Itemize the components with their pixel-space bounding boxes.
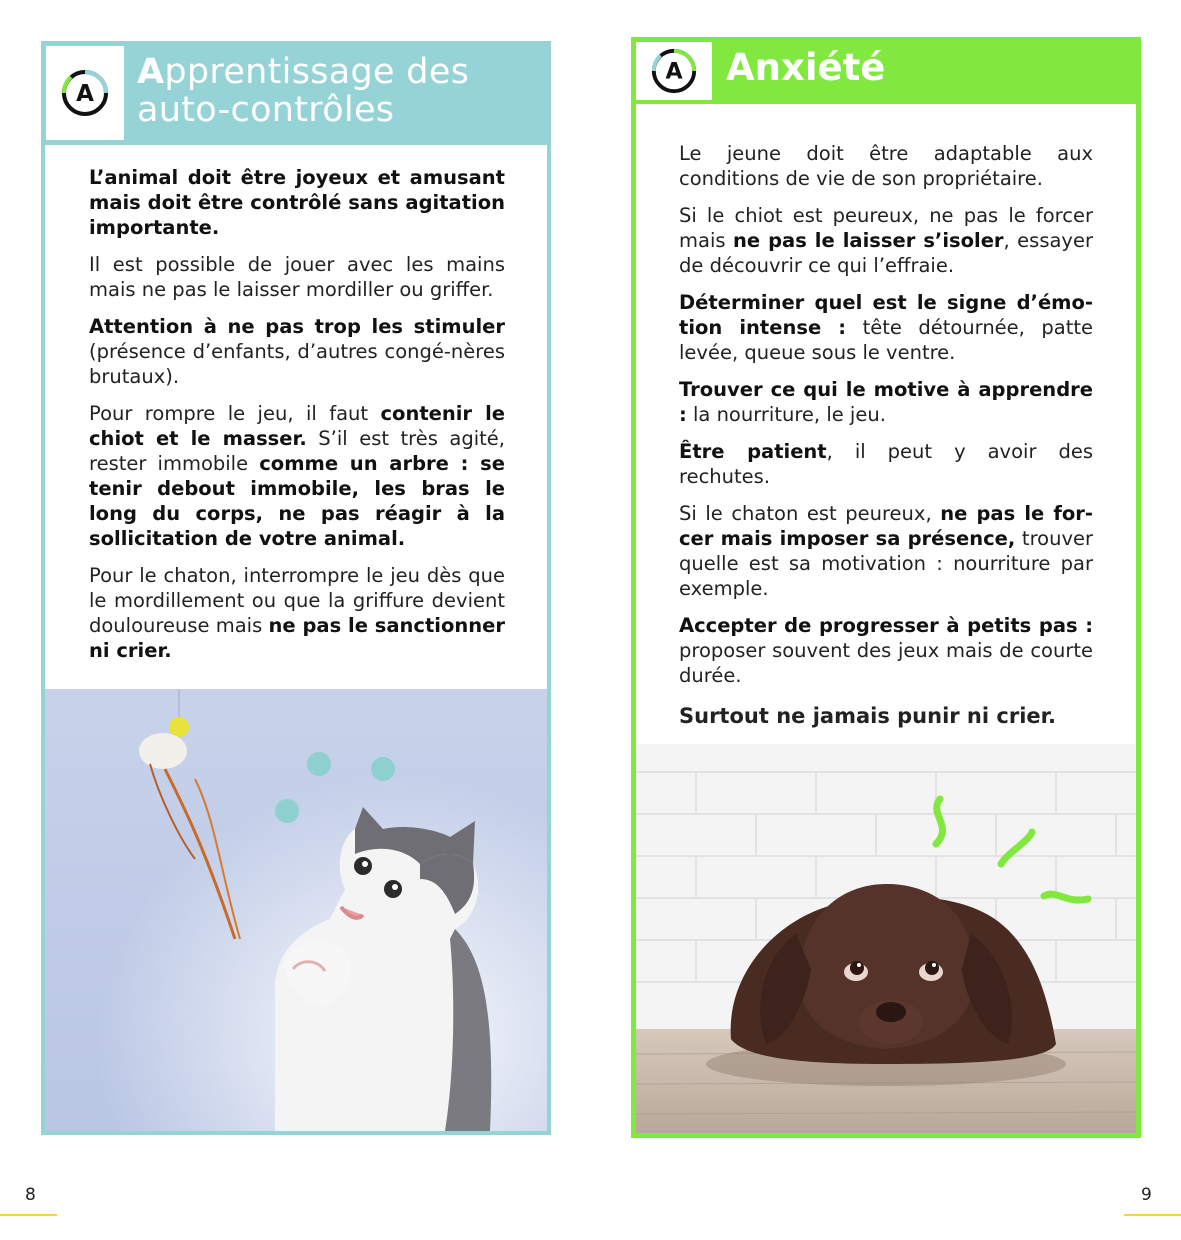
bold-text: Trouver ce qui le motive à apprendre : [679, 378, 1093, 426]
footer-rule-right [1124, 1214, 1181, 1216]
text-run: Si le chaton est peureux, [679, 502, 941, 525]
closing-statement: Surtout ne jamais punir ni crier. [679, 704, 1056, 728]
bold-text: comme un arbre : se tenir debout immobile, les bras le long du corps, ne pas réagir à la sollicitation de votre animal. [89, 452, 505, 550]
puppy-photo [636, 744, 1136, 1133]
paragraph [89, 314, 505, 389]
logo-box [636, 42, 712, 100]
text-panel [636, 104, 1136, 744]
text-run: proposer souvent des jeux mais de courte durée. [679, 639, 1093, 687]
paragraph [679, 141, 1093, 191]
bold-text: Être patient [679, 440, 827, 463]
text-run: la nourriture, le jeu. [686, 403, 886, 426]
text-run: Pour rompre le jeu, il faut [89, 402, 381, 425]
paragraph [679, 290, 1093, 365]
page-number-left: 8 [25, 1185, 36, 1205]
text-run: , il peut y avoir des rechutes. [679, 440, 1093, 488]
text-run: Le jeune doit être adaptable aux conditions de vie de son propriétaire. [679, 142, 1093, 190]
text-run: Pour le chaton, interrompre le jeu dès que le mordillement ou que la griffure devient douloureuse mais [89, 564, 505, 637]
title-rest: pprentissage des [164, 52, 470, 92]
logo-letter: A [76, 81, 94, 107]
text-run: Il est possible de jouer avec les mains mais ne pas le laisser mordiller ou griffer. [89, 253, 505, 301]
logo-box [46, 46, 124, 140]
text-run: trouver quelle est sa motivation : nourriture par exemple. [679, 527, 1093, 600]
paragraph [679, 613, 1093, 688]
body-text [89, 165, 505, 675]
paragraph [679, 203, 1093, 278]
bold-text: Déterminer quel est le signe d’émo-tion intense : [679, 291, 1093, 339]
paragraph [89, 563, 505, 663]
logo-letter: A [665, 58, 683, 85]
paragraph [679, 501, 1093, 601]
text-run: tête détournée, patte levée, queue sous le ventre. [679, 316, 1093, 364]
bold-text: contenir le chiot et le masser. [89, 402, 505, 450]
footer-rule-left [0, 1214, 57, 1216]
bold-text: Accepter de progresser à petits pas : [679, 614, 1093, 637]
bold-text: L’animal doit être joyeux et amusant mais doit être contrôlé sans agitation importante. [89, 166, 505, 239]
paragraph [89, 165, 505, 240]
paragraph [89, 252, 505, 302]
section-title: Anxiété [726, 46, 886, 89]
paragraph [679, 439, 1093, 489]
bold-text: Attention à ne pas trop les stimuler [89, 315, 505, 338]
page-number-right: 9 [1141, 1185, 1152, 1205]
text-run: (présence d’enfants, d’autres congé-nères brutaux). [89, 340, 505, 388]
text-run: , essayer de découvrir ce qui l’effraie. [679, 229, 1093, 277]
logo-icon [649, 46, 699, 96]
bold-text: ne pas le laisser s’isoler [732, 229, 1004, 252]
text-run: S’il est très agité, rester immobile [89, 427, 505, 475]
bold-text: ne pas le sanctionner ni crier. [89, 614, 505, 662]
puppy-illustration [636, 744, 1136, 1133]
section-card-anxiete [631, 37, 1141, 1138]
text-panel [45, 145, 547, 730]
paragraph [679, 377, 1093, 427]
bold-text: ne pas le for-cer mais imposer sa présence, [679, 502, 1093, 550]
body-text [679, 141, 1093, 741]
paragraph [89, 401, 505, 551]
kitten-photo [45, 689, 547, 1131]
kitten-illustration [45, 689, 547, 1131]
text-run: Si le chiot est peureux, ne pas le forcer mais [679, 204, 1093, 252]
logo-icon [59, 67, 111, 119]
title-first-letter: A [137, 52, 165, 92]
section-title [137, 53, 469, 129]
section-card-auto-controle [41, 41, 551, 1135]
title-line2: auto-contrôles [137, 90, 395, 130]
